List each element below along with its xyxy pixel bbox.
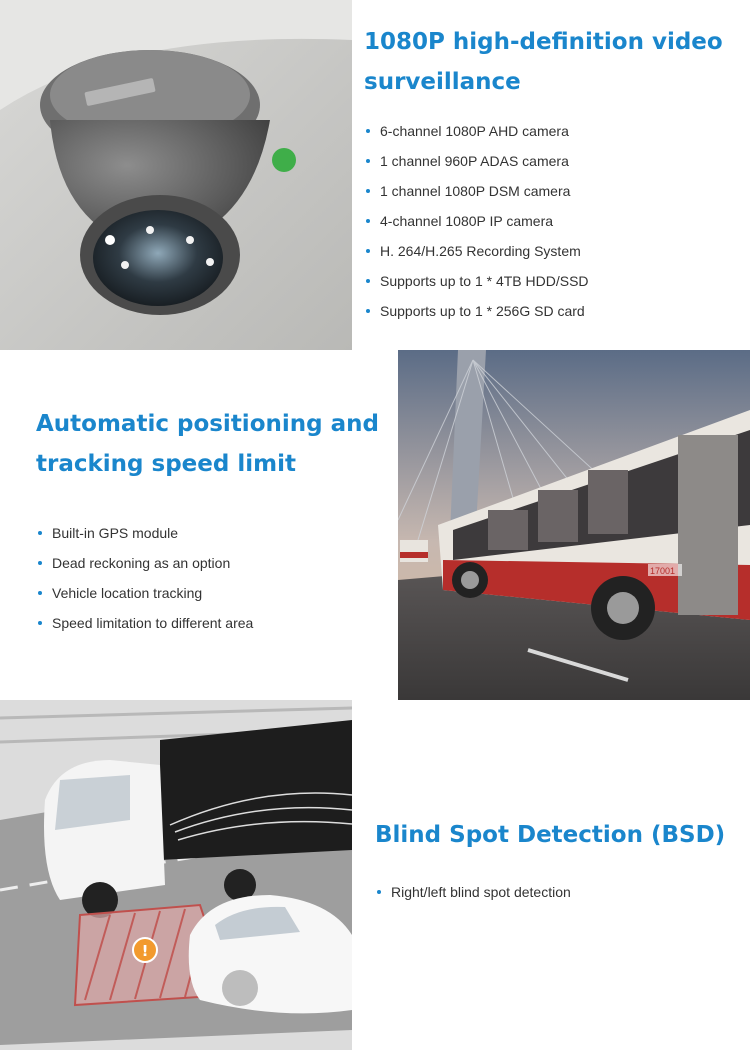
warning-symbol: ! bbox=[141, 942, 149, 960]
section-3-text bbox=[375, 815, 745, 907]
list-item: Built-in GPS module bbox=[36, 518, 386, 548]
city-bus-image bbox=[398, 350, 750, 700]
feature-list bbox=[375, 877, 745, 907]
list-item: Supports up to 1 * 4TB HDD/SSD bbox=[364, 266, 744, 296]
list-item: 1 channel 1080P DSM camera bbox=[364, 176, 744, 206]
list-item: H. 264/H.265 Recording System bbox=[364, 236, 744, 266]
list-item: Speed limitation to different area bbox=[36, 608, 386, 638]
list-item: Dead reckoning as an option bbox=[36, 548, 386, 578]
section-blind-spot bbox=[0, 700, 750, 1050]
section-1-text bbox=[364, 22, 744, 326]
section-video-surveillance bbox=[0, 0, 750, 350]
section-positioning bbox=[0, 350, 750, 700]
feature-list bbox=[364, 116, 744, 326]
bus-number: 17001 bbox=[650, 566, 676, 576]
section-title: 1080P high-definition video surveillance bbox=[364, 29, 723, 95]
list-item: 6-channel 1080P AHD camera bbox=[364, 116, 744, 146]
dome-camera-image bbox=[0, 0, 352, 350]
section-title: Automatic positioning and tracking speed limit bbox=[36, 411, 379, 477]
list-item: Vehicle location tracking bbox=[36, 578, 386, 608]
section-title: Blind Spot Detection (BSD) bbox=[375, 822, 726, 848]
list-item: 4-channel 1080P IP camera bbox=[364, 206, 744, 236]
list-item: 1 channel 960P ADAS camera bbox=[364, 146, 744, 176]
list-item: Right/left blind spot detection bbox=[375, 877, 745, 907]
blind-spot-illustration bbox=[0, 700, 352, 1050]
feature-list bbox=[36, 518, 386, 638]
section-2-text bbox=[36, 404, 386, 638]
list-item: Supports up to 1 * 256G SD card bbox=[364, 296, 744, 326]
